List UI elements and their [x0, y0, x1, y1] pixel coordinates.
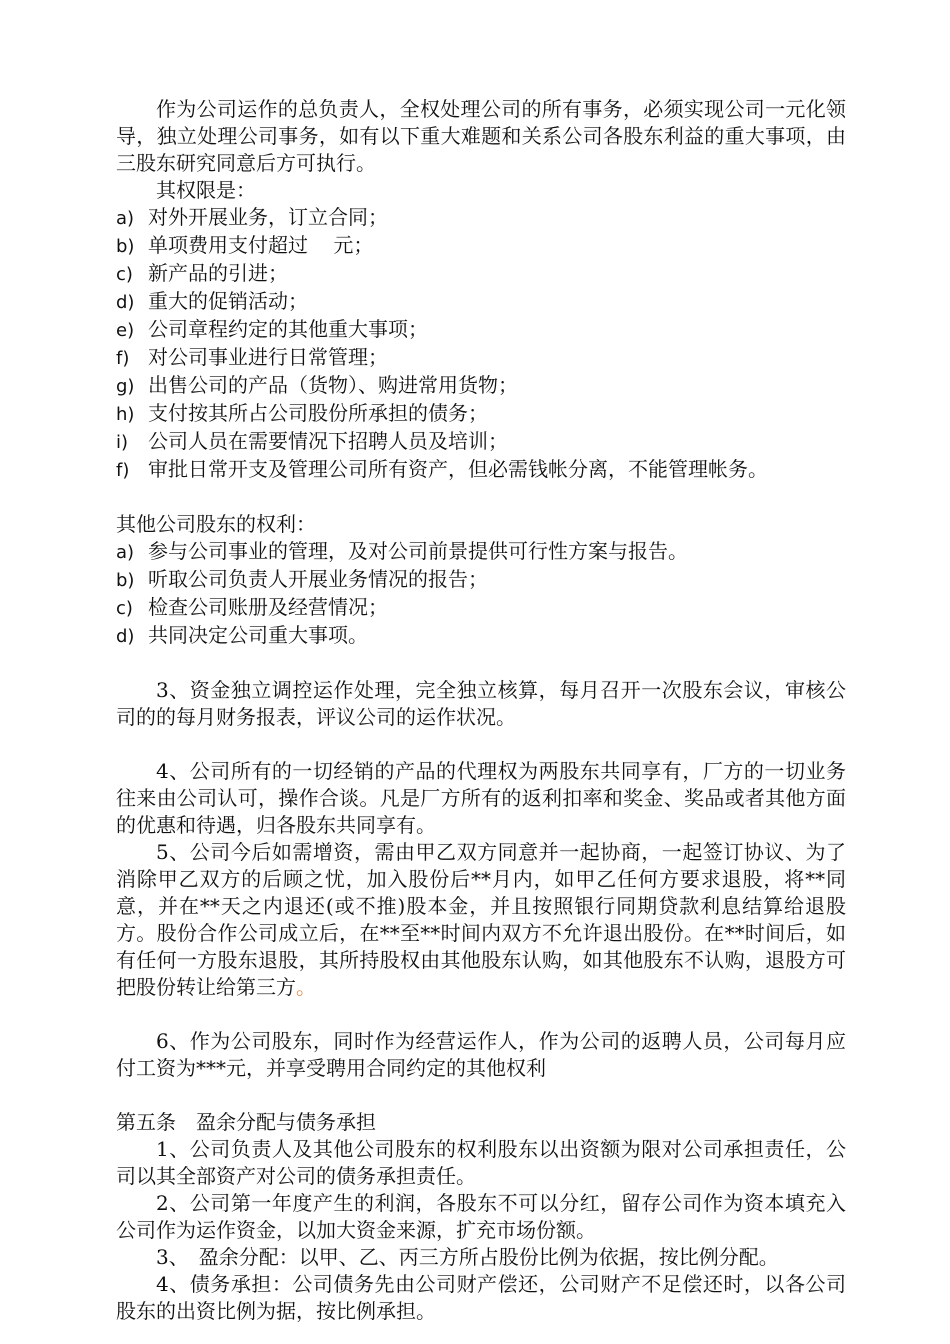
- intro-paragraph: 作为公司运作的总负责人，全权处理公司的所有事务，必须实现公司一元化领导，独立处理公司事务，如有以下重大难题和关系公司各股东利益的重大事项，由三股东研究同意后方可执行。: [116, 97, 846, 175]
- article-5-heading: 第五条 盈余分配与债务承担: [116, 1110, 376, 1134]
- list-item-text: 听取公司负责人开展业务情况的报告；: [148, 567, 488, 591]
- list-marker: f): [116, 460, 130, 481]
- list-item: [116, 622, 846, 650]
- list-item: [116, 232, 846, 260]
- spacer: [116, 1001, 846, 1028]
- list-item: [116, 538, 846, 566]
- list-item: [116, 428, 846, 456]
- list-marker: c): [116, 264, 133, 285]
- list-marker: d): [116, 292, 135, 313]
- list-item-text: 公司章程约定的其他重大事项；: [148, 317, 428, 341]
- list-item-text: 公司人员在需要情况下招聘人员及培训；: [148, 429, 508, 453]
- list-marker: b): [116, 236, 135, 257]
- spacer: [116, 1082, 846, 1109]
- list-item-text: 新产品的引进；: [148, 261, 288, 285]
- list-item-text: 审批日常开支及管理公司所有资产，但必需钱帐分离，不能管理帐务。: [148, 457, 768, 481]
- list-item-text: 对公司事业进行日常管理；: [148, 345, 388, 369]
- list-item-text: 对外开展业务，订立合同；: [148, 205, 388, 229]
- article-5-paragraph-3: 3、 盈余分配：以甲、乙、丙三方所占股份比例为依据，按比例分配。: [156, 1245, 779, 1269]
- list-item-text: 单项费用支付超过 元；: [148, 233, 374, 257]
- article-5-paragraph-2: 2、公司第一年度产生的利润，各股东不可以分红，留存公司作为资本填充入公司作为运作资金，以加大资金来源，扩充市场份额。: [116, 1191, 846, 1242]
- list-item: [116, 372, 846, 400]
- clause-5-paragraph: [116, 839, 846, 1001]
- list-item: [116, 288, 846, 316]
- powers-label: 其权限是：: [156, 178, 256, 202]
- clause-4-paragraph: 4、公司所有的一切经销的产品的代理权为两股东共同享有，厂方的一切业务往来由公司认可，操作合谈。凡是厂方所有的返利扣率和奖金、奖品或者其他方面的优惠和待遇，归各股东共同享有。: [116, 759, 846, 837]
- list-marker: c): [116, 598, 133, 619]
- clause-5-end-mark: 。: [296, 975, 316, 999]
- spacer: [116, 650, 846, 677]
- article-5-paragraph-4: 4、债务承担：公司债务先由公司财产偿还，公司财产不足偿还时，以各公司股东的出资比例为据，按比例承担。: [116, 1272, 846, 1323]
- list-marker: h): [116, 404, 135, 425]
- list-item-text: 参与公司事业的管理，及对公司前景提供可行性方案与报告。: [148, 539, 688, 563]
- list-marker: f): [116, 348, 130, 369]
- list-item: [116, 204, 846, 232]
- list-item: [116, 400, 846, 428]
- list-marker: b): [116, 570, 135, 591]
- clause-6-paragraph: 6、作为公司股东，同时作为经营运作人，作为公司的返聘人员，公司每月应付工资为***元，并享受聘用合同约定的其他权利: [116, 1029, 846, 1080]
- powers-list: [116, 204, 846, 484]
- list-marker: a): [116, 208, 135, 229]
- list-marker: i): [116, 432, 129, 453]
- clause-5-text: 5、公司今后如需增资，需由甲乙双方同意并一起协商，一起签订协议、为了消除甲乙双方的后顾之忧，加入股份后**月内，如甲乙任何方要求退股，将**同意，并在**天之内退还(或不推)股本金，并且按照银行同期贷款利息结算给退股方。股份合作公司成立后，在**至**时间内双方不允许退出股份。在**时间后，如有任何一方股东退股，其所持股权由其他股东认购，如其他股东不认购，退股方可把股份转让给第三方: [116, 840, 846, 999]
- list-item: [116, 260, 846, 288]
- list-item: [116, 456, 846, 484]
- list-item-text: 检查公司账册及经营情况；: [148, 595, 388, 619]
- clause-3-paragraph: 3、资金独立调控运作处理，完全独立核算，每月召开一次股东会议，审核公司的的每月财务报表，评议公司的运作状况。: [116, 678, 846, 729]
- list-item: [116, 594, 846, 622]
- other-rights-list: [116, 538, 846, 650]
- article-5-paragraph-1: 1、公司负责人及其他公司股东的权利股东以出资额为限对公司承担责任，公司以其全部资产对公司的债务承担责任。: [116, 1137, 846, 1188]
- list-marker: a): [116, 542, 135, 563]
- document-body: [116, 96, 846, 1325]
- list-item: [116, 316, 846, 344]
- list-item-text: 共同决定公司重大事项。: [148, 623, 368, 647]
- list-item-text: 支付按其所占公司股份所承担的债务；: [148, 401, 488, 425]
- list-item: [116, 344, 846, 372]
- list-marker: e): [116, 320, 135, 341]
- other-rights-label: 其他公司股东的权利：: [116, 512, 316, 536]
- list-item-text: 出售公司的产品（货物）、购进常用货物；: [148, 373, 518, 397]
- list-item: [116, 566, 846, 594]
- list-item-text: 重大的促销活动；: [148, 289, 308, 313]
- list-marker: g): [116, 376, 135, 397]
- list-marker: d): [116, 626, 135, 647]
- spacer: [116, 484, 846, 511]
- spacer: [116, 731, 846, 758]
